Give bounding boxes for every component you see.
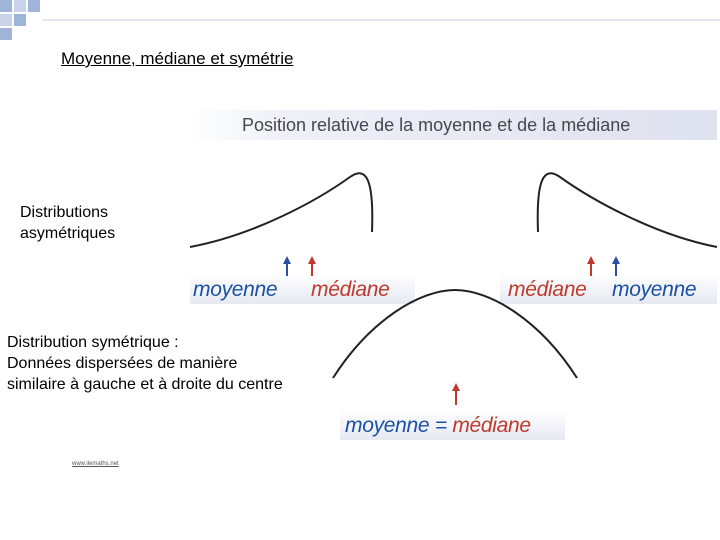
symmetric-label-line1: Distribution symétrique : (7, 334, 179, 351)
right-mean-arrow-icon (612, 256, 620, 276)
symmetric-label-line2: Données dispersées de manière (7, 355, 238, 372)
right-mean-label: moyenne (612, 278, 697, 301)
symmetric-arrow-icon (452, 383, 460, 405)
right-median-label: médiane (508, 278, 587, 301)
symmetric-equation-median: médiane (446, 414, 531, 437)
left-median-arrow-icon (308, 256, 316, 276)
symmetric-curve (333, 290, 577, 378)
right-skewed-curve (538, 173, 717, 247)
left-mean-arrow-icon (283, 256, 291, 276)
right-median-arrow-icon (587, 256, 595, 276)
slide-title: Moyenne, médiane et symétrie (61, 49, 294, 68)
symmetric-equation-text (345, 414, 531, 437)
asymmetric-label-line1: Distributions (20, 204, 109, 221)
figure-title: Position relative de la moyenne et de la médiane (242, 115, 631, 135)
symmetric-label-line3: similaire à gauche et à droite du centre (7, 376, 283, 393)
symmetric-label-equation (345, 414, 531, 438)
source-link[interactable]: www.ilemaths.net (72, 461, 119, 467)
asymmetric-label-line2: asymétriques (20, 225, 116, 242)
left-median-label: médiane (311, 278, 390, 301)
symmetric-equation-mean: moyenne = (345, 414, 447, 437)
left-mean-label: moyenne (193, 278, 278, 301)
left-skewed-curve (190, 173, 372, 247)
